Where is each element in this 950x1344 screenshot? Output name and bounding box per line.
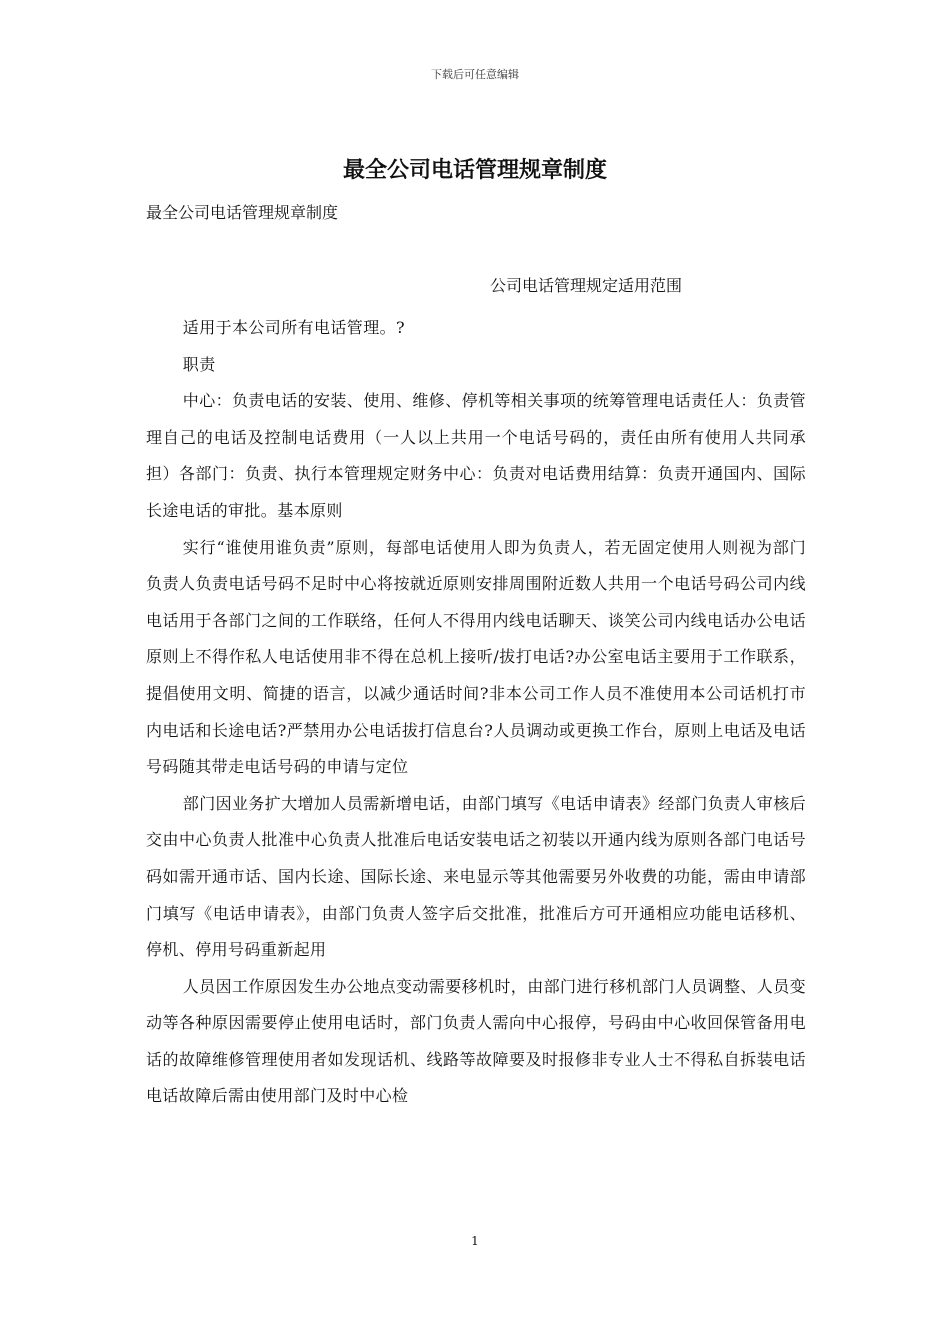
paragraph-basic-principles: 实行“谁使用谁负责”原则，每部电话使用人即为负责人，若无固定使用人则视为部门负责人负责电话号码不足时中心将按就近原则安排周围附近数人共用一个电话号码公司内线电话用于各部门之间的工作联络，任何人不得用内线电话聊天、谈笑公司内线电话办公电话原则上不得作私人电话使用非不得在总机上接听/拔打电话?办公室电话主要用于工作联系， 提倡使用文明、简捷的语言，以减少通话时间?非本公司工作人员不准使用本公司话机打市内电话和长途电话?严禁用办公电话拔打信息台?人员调动或更换工作台，原则上电话及电话号码随其带走电话号码的申请与定位 — [146, 537, 806, 777]
paragraph-phone-application: 部门因业务扩大增加人员需新增电话，由部门填写《电话申请表》经部门负责人审核后交由中心负责人批准中心负责人批准后电话安装电话之初装以开通内线为原则各部门电话号码如需开通市话、国内长途、国际长途、来电显示等其他需要另外收费的功能，需由申请部门填写《电话申请表》，由部门负责人签字后交批准，批准后方可开通相应功能电话移机、停机、停用号码重新起用 — [146, 793, 806, 960]
page-header: 下载后可任意编辑 — [431, 68, 519, 81]
paragraph-relocation-and-repair: 人员因工作原因发生办公地点变动需要移机时，由部门进行移机部门人员调整、人员变动等各种原因需要停止使用电话时，部门负责人需向中心报停，号码由中心收回保管备用电话的故障维修管理使用者如发现话机、线路等故障要及时报修非专业人士不得私自拆装电话电话故障后需由使用部门及时中心检 — [146, 976, 806, 1106]
page-number: 1 — [471, 1234, 479, 1248]
section-heading: 公司电话管理规定适用范围 — [490, 276, 683, 295]
paragraph-scope: 适用于本公司所有电话管理。? — [182, 318, 405, 337]
paragraph-responsibilities: 中心：负责电话的安装、使用、维修、停机等相关事项的统筹管理电话责任人：负责管理自己的电话及控制电话费用（一人以上共用一个电话号码的，责任由所有使用人共同承担）各部门：负责、执行本管理规定财务中心：负责对电话费用结算：负责开通国内、国际长途电话的审批。基本原则 — [146, 391, 806, 520]
document-title: 最全公司电话管理规章制度 — [342, 157, 607, 183]
document-body — [146, 310, 806, 1115]
paragraph-responsibilities-heading: 职责 — [182, 354, 216, 374]
document-subtitle: 最全公司电话管理规章制度 — [146, 203, 339, 222]
